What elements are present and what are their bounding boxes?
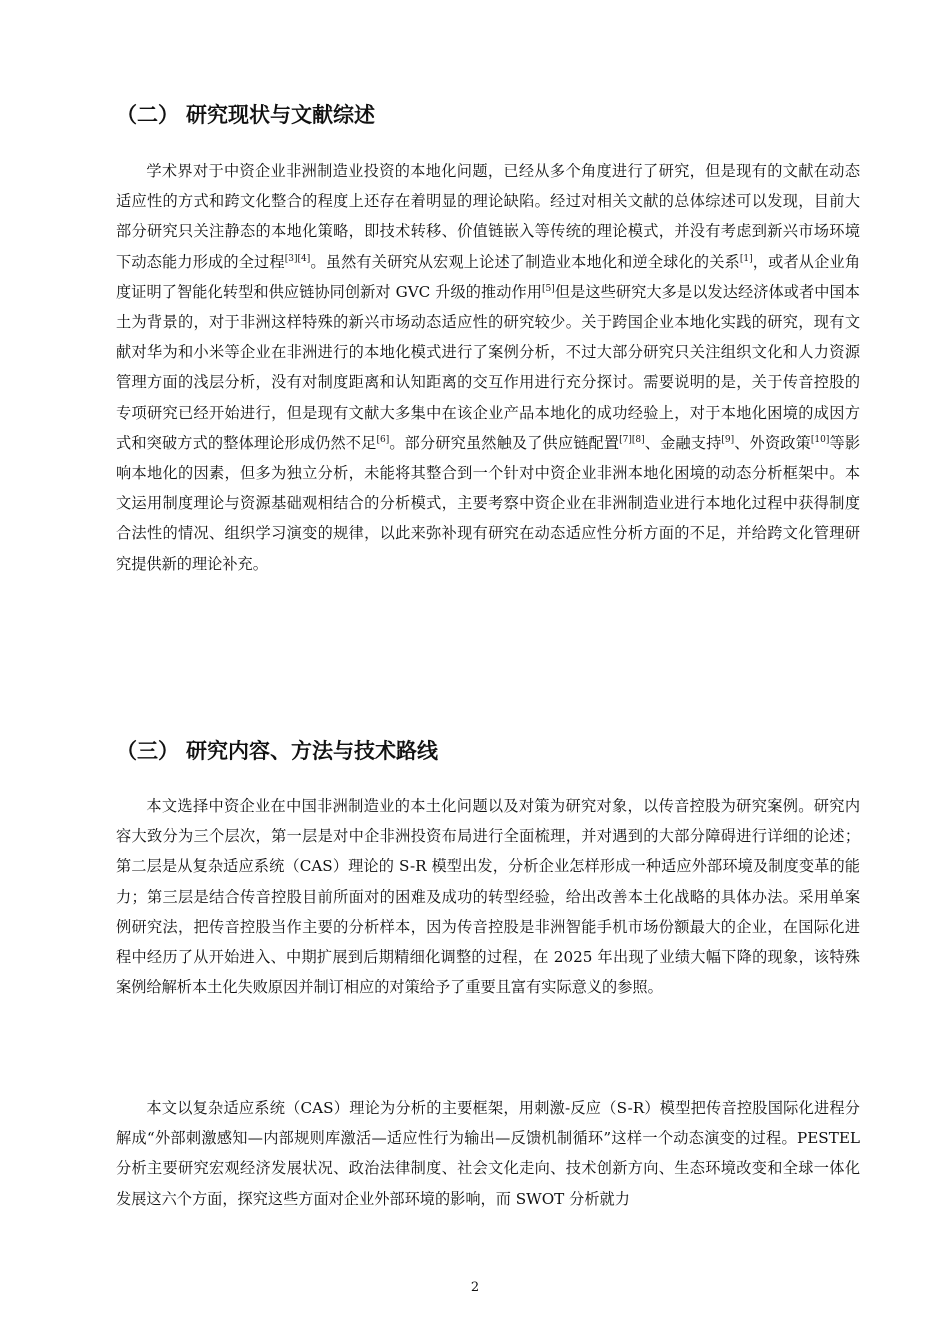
citation: [5] (542, 283, 555, 294)
citation: [3][4] (284, 253, 311, 264)
citation: [1] (739, 253, 753, 264)
citation: [9] (721, 434, 735, 445)
section-number: （二） (116, 103, 179, 127)
section-title: 研究现状与文献综述 (186, 103, 375, 127)
section-heading-3 (116, 736, 438, 766)
literature-review-paragraph: 学术界对于中资企业非洲制造业投资的本地化问题，已经从多个角度进行了研究，但是现有的文献在动态适应性的方式和跨文化整合的程度上还存在着明显的理论缺陷。经过对相关文献的总体综述可以发现，目前大部分研究只关注静态的本地化策略，即技术转移、价值链嵌入等传统的理论模式，并没有考虑到新兴市场环境下动态能力形成的全过程[3][4]。虽然有关研究从宏观上论述了制造业本地化和逆全球化的关系[1]，或者从企业角度证明了智能化转型和供应链协同创新对 GVC 升级的推动作用[5]但是这些研究大多是以发达经济体或者中国本土为背景的，对于非洲这样特殊的新兴市场动态适应性的研究较少。关于跨国企业本地化实践的研究，现有文献对华为和小米等企业在非洲进行的本地化模式进行了案例分析，不过大部分研究只关注组织文化和人力资源管理方面的浅层分析，没有对制度距离和认知距离的交互作用进行充分探讨。需要说明的是，关于传音控股的专项研究已经开始进行，但是现有文献大多集中在该企业产品本地化的成功经验上，对于本地化困境的成因方式和突破方式的整体理论形成仍然不足[6]。部分研究虽然触及了供应链配置[7][8]、金融支持[9]、外资政策[10]等影响本地化的因素，但多为独立分析，未能将其整合到一个针对中资企业非洲本地化困境的动态分析框架中。本文运用制度理论与资源基础观相结合的分析模式，主要考察中资企业在非洲制造业进行本地化过程中获得制度合法性的情况、组织学习演变的规律，以此来弥补现有研究在动态适应性分析方面的不足，并给跨文化管理研究提供新的理论补充。 (116, 162, 861, 573)
research-method-paragraph: 本文以复杂适应系统（CAS）理论为分析的主要框架，用刺激-反应（S-R）模型把传音控股国际化进程分解成“外部刺激感知—内部规则库激活—适应性行为输出—反馈机制循环”这样一个动态演变的过程。PESTEL 分析主要研究宏观经济发展状况、政治法律制度、社会文化走向、技术创新方向、生态环境改变和全球一体化发展这六个方面，探究这些方面对企业外部环境的影响，而 SWOT 分析就力 (116, 1099, 860, 1208)
citation: [10] (810, 434, 830, 445)
research-content-paragraph: 本文选择中资企业在中国非洲制造业的本土化问题以及对策为研究对象，以传音控股为研究案例。研究内容大致分为三个层次，第一层是对中企非洲投资布局进行全面梳理，并对遇到的大部分障碍进行详细的论述；第二层是从复杂适应系统（CAS）理论的 S-R 模型出发，分析企业怎样形成一种适应外部环境及制度变革的能力；第三层是结合传音控股目前所面对的困难及成功的转型经验，给出改善本土化战略的具体办法。采用单案例研究法，把传音控股当作主要的分析样本，因为传音控股是非洲智能手机市场份额最大的企业，在国际化进程中经历了从开始进入、中期扩展到后期精细化调整的过程，在 2025 年出现了业绩大幅下降的现象，该特殊案例给解析本土化失败原因并制订相应的对策给予了重要且富有实际意义的参照。 (116, 797, 860, 997)
citation: [6] (376, 434, 390, 445)
page-number: 2 (470, 1280, 480, 1295)
section-number: （三） (116, 739, 179, 763)
section-heading-2 (116, 100, 375, 130)
citation: [7][8] (619, 434, 645, 445)
section-title: 研究内容、方法与技术路线 (186, 739, 438, 763)
